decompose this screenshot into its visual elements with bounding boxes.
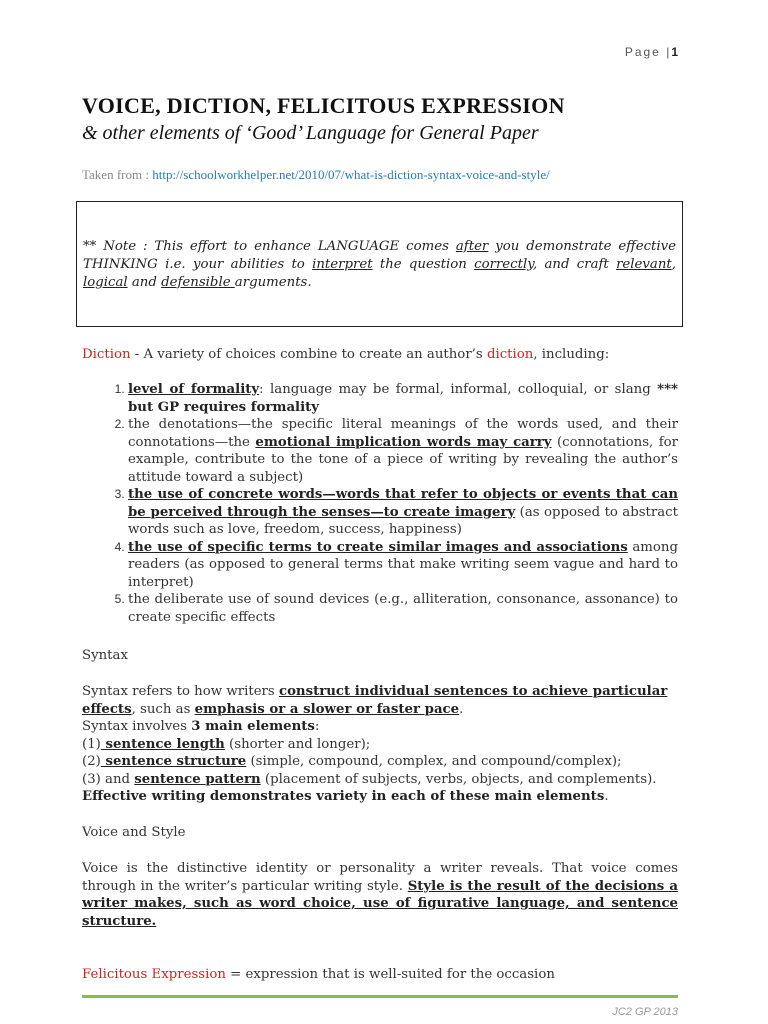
diction-item-1 — [128, 381, 678, 416]
note-part: you demonstrate effective THINKING i.e. your abilities to — [83, 239, 676, 272]
page-number-value: 1 — [671, 45, 678, 59]
syntax-text: (3) and — [82, 771, 135, 787]
syntax-heading: Syntax — [82, 648, 128, 663]
diction-intro-text: , including: — [533, 347, 610, 362]
note-underline: logical — [83, 275, 128, 290]
syntax-paragraph — [82, 683, 678, 718]
diction-item-5 — [128, 591, 678, 626]
footer-rule — [82, 995, 678, 998]
diction-heading: Diction — [82, 347, 131, 362]
syntax-element-3 — [82, 771, 678, 789]
diction-intro-text: - A variety of choices combine to create an author’s — [130, 347, 487, 362]
note-text — [83, 238, 676, 292]
felicitous-heading: Felicitous Expression — [82, 967, 226, 982]
syntax-text: . — [604, 789, 609, 804]
voice-text: Voice is the distinctive identity or personality a writer reveals. That voice comes through in the writer’s particular writing style. — [82, 861, 678, 894]
note-box — [76, 201, 683, 327]
syntax-element-1 — [82, 736, 678, 754]
diction-keyword: diction — [486, 347, 534, 362]
page-label: Page — [624, 45, 661, 59]
item-text: (as opposed to abstract words such as love, freedom, success, happiness) — [128, 504, 678, 537]
voice-heading: Voice and Style — [82, 825, 186, 840]
note-underline: after — [455, 239, 489, 254]
syntax-text: . — [459, 701, 464, 717]
item-text: the denotations—the specific literal meanings of the words used, and their connotations—the — [128, 417, 678, 450]
syntax-text: (1) — [82, 736, 101, 752]
note-part: ** Note : This effort to enhance LANGUAGE comes — [83, 239, 456, 254]
item-emphasis: the use of specific terms to create similar images and associations — [128, 539, 628, 555]
syntax-text: (2) — [82, 754, 101, 769]
item-emphasis: *** but GP requires formality — [128, 382, 678, 415]
note-part: the question — [372, 257, 475, 272]
voice-paragraph — [82, 860, 678, 930]
note-underline: relevant — [616, 257, 672, 272]
syntax-emphasis: sentence structure — [100, 754, 247, 769]
syntax-body — [82, 683, 678, 806]
item-text: among readers (as opposed to general terms that make writing seem vague and hard to interpret) — [128, 539, 678, 590]
source-line — [82, 167, 702, 183]
diction-intro — [82, 346, 678, 364]
item-emphasis: level of formality — [128, 382, 260, 397]
syntax-element-2 — [82, 753, 678, 771]
syntax-emphasis: emphasis or a slower or faster pace — [194, 701, 460, 717]
note-part: and — [127, 275, 162, 290]
page-separator: | — [666, 45, 672, 59]
syntax-emphasis: sentence pattern — [134, 771, 261, 787]
item-text: the deliberate use of sound devices (e.g., alliteration, consonance, assonance) to create specific effects — [128, 592, 678, 625]
note-underline: interpret — [312, 257, 373, 272]
syntax-emphasis: Effective writing demonstrates variety in each of these main elements — [82, 789, 605, 804]
source-prefix: Taken from : — [82, 167, 149, 182]
syntax-text: (placement of subjects, verbs, objects, and complements). — [260, 771, 657, 787]
item-emphasis: the use of concrete words—words that refer to objects or events that can be perceived through the senses—to create imagery — [128, 487, 678, 520]
syntax-text: Syntax involves — [82, 719, 192, 734]
document-subtitle: & other elements of ‘Good’ Language for General Paper — [82, 122, 539, 144]
source-link[interactable]: http://schoolworkhelper.net/2010/07/what-is-diction-syntax-voice-and-style/ — [152, 167, 550, 182]
syntax-emphasis: sentence length — [100, 736, 225, 752]
item-text: (connotations, for example, contribute to the tone of a piece of writing by revealing the author’s attitude toward a subject) — [128, 434, 678, 485]
note-underline: correctly — [474, 257, 533, 272]
syntax-conclusion — [82, 788, 678, 806]
syntax-text: (simple, compound, complex, and compound/complex); — [246, 754, 622, 769]
syntax-text: , such as — [131, 701, 195, 717]
item-text: : language may be formal, informal, colloquial, or slang — [259, 382, 658, 397]
voice-emphasis: Style is the result of the decisions a writer makes, such as word choice, use of figurative language, and sentence structure. — [82, 878, 678, 929]
syntax-text: (shorter and longer); — [224, 736, 371, 752]
syntax-text: Syntax refers to how writers — [82, 684, 279, 699]
footer-text: JC2 GP 2013 — [612, 1006, 678, 1018]
diction-item-2 — [128, 416, 678, 486]
note-part: , — [671, 257, 676, 272]
diction-list — [82, 381, 678, 626]
felicitous-line — [82, 966, 678, 984]
syntax-text: : — [314, 719, 320, 734]
item-emphasis: emotional implication words may carry — [255, 434, 552, 450]
syntax-emphasis: 3 main elements — [191, 719, 315, 734]
diction-item-3 — [128, 486, 678, 539]
document-title: VOICE, DICTION, FELICITOUS EXPRESSION — [82, 93, 565, 118]
note-underline: defensible — [161, 275, 235, 290]
syntax-elements-intro — [82, 718, 678, 736]
diction-item-4 — [128, 539, 678, 592]
page-number — [625, 45, 678, 59]
note-part: , and craft — [532, 257, 617, 272]
felicitous-definition: = expression that is well-suited for the occasion — [225, 967, 555, 982]
note-part: arguments. — [234, 275, 312, 290]
syntax-emphasis: construct individual sentences to achieve particular effects — [82, 684, 668, 717]
